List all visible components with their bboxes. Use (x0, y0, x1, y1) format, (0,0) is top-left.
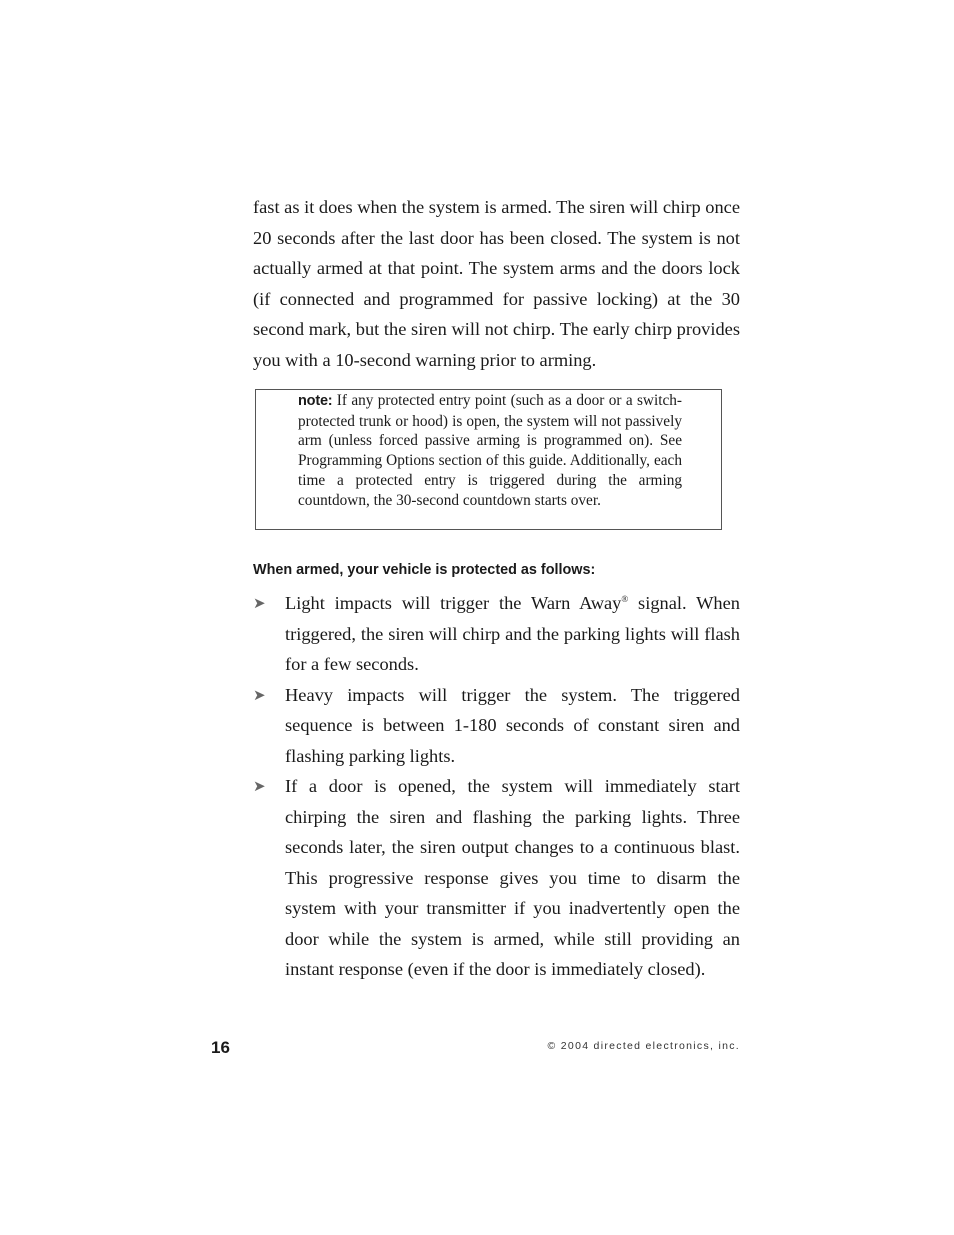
intro-paragraph: fast as it does when the system is armed. The siren will chirp once 20 seconds after the last door has been closed. The system is not actually armed at that point. The system arms and the doors lock (if connected and programmed for passive locking) at the 30 second mark, but the siren will not chirp. The early chirp provides you with a 10-second warning prior to arming. (253, 197, 740, 370)
list-item (253, 588, 740, 680)
list-item-text: Heavy impacts will trigger the system. The triggered sequence is between 1-180 seconds of constant siren and flashing parking lights. (285, 684, 740, 766)
arrow-bullet-icon: ➤ (253, 777, 266, 795)
arrow-bullet-icon: ➤ (253, 594, 266, 612)
list-item-text (285, 588, 740, 680)
list-item-text-end: signal. When triggered, the siren will chirp and the parking lights will flash for a few seconds. (285, 593, 740, 674)
protection-list (253, 588, 740, 985)
note-content (298, 391, 682, 510)
registered-mark: ® (621, 594, 629, 604)
list-item-text-start: Light impacts will trigger the Warn Away (285, 593, 622, 613)
list-item (253, 680, 740, 772)
arrow-bullet-icon: ➤ (253, 685, 266, 704)
list-item-text: If a door is opened, the system will immediately start chirping the siren and flashing the parking lights. Three seconds later, the siren output changes to a continuous blast. This progressive response gives you time to disarm the system with your transmitter if you inadvertently open the door while the system is armed, while still providing an instant response (even if the door is immediately closed). (285, 776, 740, 979)
note-label: note: (298, 393, 333, 409)
page-number: 16 (211, 1038, 230, 1057)
note-text: If any protected entry point (such as a door or a switch-protected trunk or hood) is open, the system will not passively arm (unless forced passive arming is programmed on). See Programming Options section of this guide. Additionally, each time a protected entry is triggered during the arming countdown, the 30-second countdown starts over. (298, 392, 682, 509)
copyright-notice: © 2004 directed electronics, inc. (547, 1040, 740, 1052)
section-heading: When armed, your vehicle is protected as follows: (253, 562, 596, 578)
note-box (255, 389, 722, 530)
list-item (253, 771, 740, 985)
